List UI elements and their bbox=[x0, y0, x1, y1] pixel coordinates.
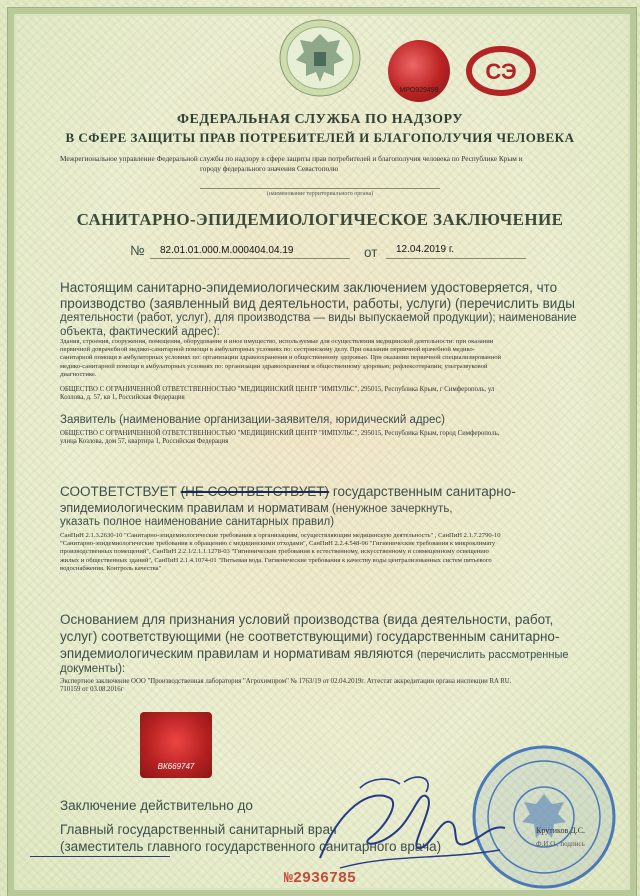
certify-line1: Настоящим санитарно-эпидемиологическим заключением удостоверяется, что bbox=[60, 280, 558, 295]
rules-line: производственных помещений", СанПиН 2.2.1/2.1.1.1278-03 "Гигиенические требования к естественному, искусственному и совмещенному освещению bbox=[60, 548, 489, 556]
expert-line: Экспертное заключение ООО "Производственная лаборатория "Агрохимпром" № 1763/19 от 02.04.2019г. Аттестат аккредитации органа инспекции RA RU. bbox=[60, 678, 512, 685]
basis-line1: Основанием для признания условий производства (вида деятельности, работ, bbox=[60, 612, 554, 627]
certify-line2: производство (заявленный вид деятельности, работы, услуги) (перечислить виды bbox=[60, 296, 575, 311]
basis-line3-row bbox=[60, 646, 620, 662]
rules-line: жилых и общественных зданий", СанПиН 2.1.4.1074-01 "Питьевая вода. Гигиенические требования к качеству воды централизованных систем питьевого bbox=[60, 556, 492, 564]
basis-line2: услуг) соответствующими (не соответствующими) государственным санитарно- bbox=[60, 629, 560, 644]
activity-line: первичной доврачебной медико-санитарной помощи в амбулаторных условиях по: сестринскому делу. При оказании первичной врачебной медико- bbox=[60, 346, 475, 354]
certify-line3: деятельности (работ, услуг), для производства — виды выпускаемой продукции); наименование bbox=[60, 312, 577, 324]
regional-office-line1: Межрегиональное управление Федеральной службы по надзору в сфере защиты прав потребителей и благополучия человека по Республике Крым и bbox=[60, 154, 523, 163]
applicant-line: ОБЩЕСТВО С ОГРАНИЧЕННОЙ ОТВЕТСТВЕННОСТЬЮ "МЕДИЦИНСКИЙ ЦЕНТР "ИМПУЛЬС", 295015, Республика Крым, город Симферополь, bbox=[60, 430, 500, 437]
rules-line: "Санитарно-эпидемиологические требования к обращению с медицинскими отходами", СанПиН 2.2.4.548-96 "Гигиенические требования к микроклимату bbox=[60, 540, 496, 548]
not-conforms-word-struck: (НЕ СООТВЕТСТВУЕТ) bbox=[180, 484, 330, 499]
activity-line: санитарной помощи в амбулаторных условиях по: организации здравоохранения и общественному здоровью. При оказании первичной специализированной bbox=[60, 354, 502, 362]
applicant-address bbox=[60, 430, 620, 447]
document-date: 12.04.2019 г. bbox=[396, 244, 455, 255]
document-title: САНИТАРНО-ЭПИДЕМИОЛОГИЧЕСКОЕ ЗАКЛЮЧЕНИЕ bbox=[76, 210, 564, 229]
object-address bbox=[60, 386, 620, 403]
expert-line: 710159 от 03.08.2016г bbox=[60, 686, 124, 694]
territorial-caption: (наименование территориального органа) bbox=[266, 191, 374, 197]
handwritten-signature bbox=[300, 768, 510, 878]
russian-emblem-icon bbox=[278, 18, 362, 98]
chief-doctor-line1: Главный государственный санитарный врач bbox=[60, 822, 337, 837]
date-label: от bbox=[364, 245, 378, 260]
rules-line: СанПиН 2.1.3.2630-10 "Санитарно-эпидемиологические требования к организациям, осуществляющим медицинскую деятельность" , СанПиН 2.1.7.2790-10 bbox=[60, 532, 501, 539]
object-line: ОБЩЕСТВО С ОГРАНИЧЕННОЙ ОТВЕТСТВЕННОСТЬЮ "МЕДИЦИНСКИЙ ЦЕНТР "ИМПУЛЬС", 295015, Республика Крым, г Симферополь, ул bbox=[60, 386, 495, 393]
activity-line: диагностике. bbox=[60, 370, 97, 378]
chief-doctor-line2: (заместитель главного государственного санитарного врача) bbox=[60, 839, 442, 854]
object-line: Козлова, д. 57, кв 1, Российская Федерация bbox=[60, 394, 185, 402]
regional-office-line2: городу федерального значения Севастополю bbox=[200, 164, 339, 173]
conformity-line2 bbox=[60, 501, 620, 517]
conforms-note: (ненужное зачеркнуть, bbox=[331, 503, 453, 515]
agency-title-line2: В СФЕРЕ ЗАЩИТЫ ПРАВ ПОТРЕБИТЕЛЕЙ И БЛАГОПОЛУЧИЯ ЧЕЛОВЕКА bbox=[65, 130, 575, 145]
sanitary-rules-list bbox=[60, 532, 620, 573]
basis-line3: эпидемиологическим правилам и нормативам являются bbox=[60, 646, 414, 661]
conforms-line3: указать полное наименование санитарных правил) bbox=[60, 516, 335, 528]
basis-note: (перечислить рассмотренные bbox=[416, 649, 569, 661]
rules-line: водоснабжения. Контроль качества" bbox=[60, 564, 162, 572]
agency-title-line1: ФЕДЕРАЛЬНАЯ СЛУЖБА ПО НАДЗОРУ bbox=[176, 112, 463, 127]
applicant-line: улица Козлова, дом 57, квартира 1, Российская Федерация bbox=[60, 438, 229, 446]
activity-line: медико-санитарной помощи в амбулаторных условиях по: организации здравоохранения и общественному здоровью; рефлексотерапии; ультразвуковой bbox=[60, 362, 488, 370]
expert-conclusion bbox=[60, 678, 620, 695]
se-logo-text: СЭ bbox=[485, 59, 517, 84]
conforms-word: СООТВЕТСТВУЕТ bbox=[60, 484, 177, 499]
document-number: 82.01.01.000.М.000404.04.19 bbox=[160, 245, 294, 256]
validity-label: Заключение действительно до bbox=[60, 798, 253, 813]
hologram-number: МРО929499 bbox=[399, 87, 439, 94]
serial-number: №2936785 bbox=[283, 870, 356, 887]
basis-line4: документы): bbox=[60, 663, 126, 675]
conforms-line2: эпидемиологическим правилам и нормативам bbox=[60, 501, 329, 515]
certify-line4: объекта, фактический адрес): bbox=[60, 326, 220, 338]
applicant-label: Заявитель (наименование организации-заявителя, юридический адрес) bbox=[60, 414, 445, 426]
signer-caption: Ф.И.О., подпись bbox=[536, 840, 585, 848]
number-label: № bbox=[130, 243, 145, 258]
conforms-rest: государственным санитарно- bbox=[332, 484, 516, 499]
se-logo-icon bbox=[466, 44, 536, 98]
signer-name: Крутиков Д.С. bbox=[536, 826, 586, 835]
activity-description bbox=[60, 338, 620, 379]
activity-line: Здания, строения, сооружения, помещения, оборудование и иное имущество, используемые для осуществления медицинской деятельности: при оказании bbox=[60, 338, 494, 345]
stamp-number: ВК669747 bbox=[157, 762, 195, 771]
conformity-line1 bbox=[60, 484, 620, 500]
